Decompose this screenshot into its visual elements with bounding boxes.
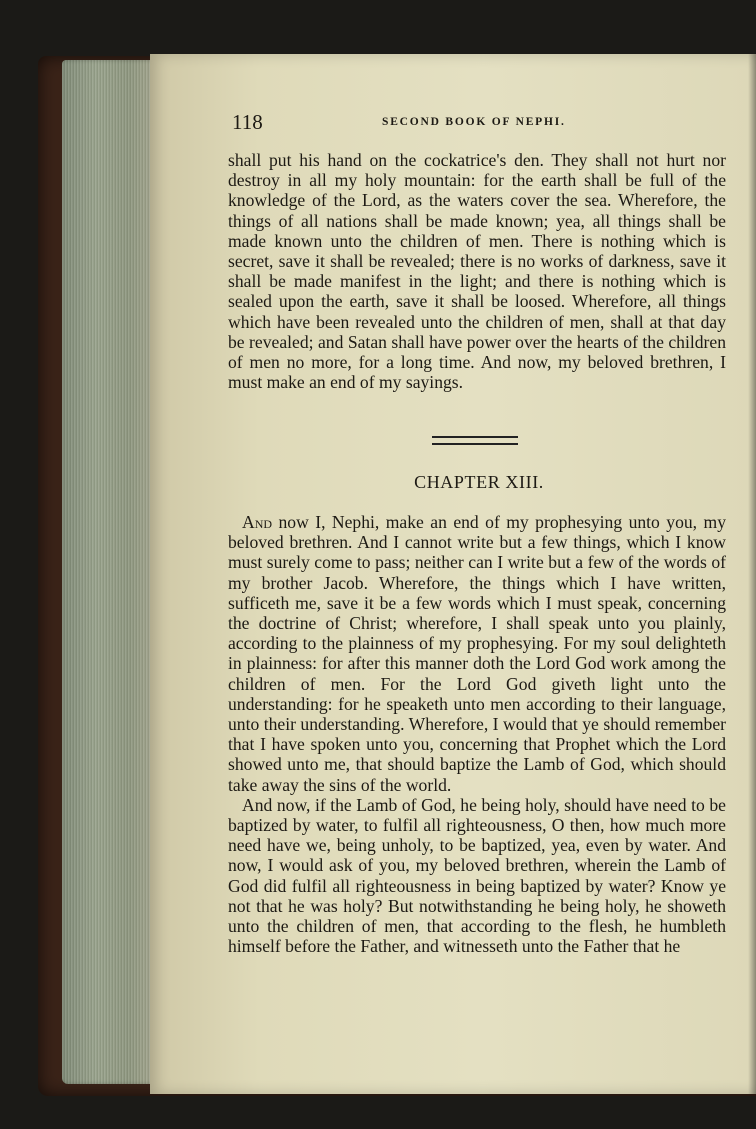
chapter-heading: CHAPTER XIII. xyxy=(414,472,544,492)
paragraph-2: And now, if the Lamb of God, he being holy, should have need to be baptized by water, to fulfil all righteousness, O then, how much more need have we, being unholy, to be baptized, yea, even by water. And now, I would ask of you, my beloved brethren, wherein the Lamb of God did fulfil all righteousness in being baptized by water? Know ye not that he was holy? But notwithstanding he being holy, he showeth unto the children of men, that according to the flesh, he humbleth himself before the Father, and witnesseth unto the Father that he xyxy=(228,794,726,957)
page-fore-edge xyxy=(62,60,158,1084)
running-title: SECOND BOOK OF NEPHI. xyxy=(382,116,566,128)
paragraph-1-text: now I, Nephi, make an end of my prophesying unto you, my beloved brethren. And I cannot write but a few things, which I know must surely come to pass; neither can I write but a few of the words of my brother Jacob. Wherefore, the things which I have written, sufficeth me, save it be a few words which I must speak, concerning the doctrine of Christ; wherefore, I shall speak unto you plainly, according to the plainness of my prophesying. For my soul delighteth in plainness: for after this manner doth the Lord God work among the children of men. For the Lord God giveth light unto the understanding: for he speaketh unto men according to their language, unto their understanding. Wherefore, I would that ye should remember that I have spoken unto you, concerning that Prophet which the Lord showed unto me, that should baptize the Lamb of God, which should take away the sins of the world. xyxy=(228,512,726,795)
page-number: 118 xyxy=(232,110,263,134)
page-gutter-shadow xyxy=(748,54,756,1094)
paragraph-1 xyxy=(228,512,726,795)
continuation-paragraph: shall put his hand on the cockatrice's den. They shall not hurt nor destroy in all my holy mountain: for the earth shall be full of the knowledge of the Lord, as the waters cover the sea. Wherefore, the things of all nations shall be made known; yea, all things shall be made known unto the children of men. There is nothing which is secret, save it shall be revealed; there is no works of darkness, save it shall be made manifest in the light; and there is nothing which is sealed upon the earth, save it shall be loosed. Wherefore, all things which have been revealed unto the children of men, shall at that day be revealed; and Satan shall have power over the hearts of the children of men no more, for a long time. And now, my beloved brethren, I must make an end of my sayings. xyxy=(228,150,726,393)
section-divider-rule xyxy=(432,436,518,445)
page-header xyxy=(232,110,732,132)
chapter-body xyxy=(228,512,726,956)
paragraph-1-lead: And xyxy=(242,512,273,532)
continuation-text xyxy=(228,150,726,392)
